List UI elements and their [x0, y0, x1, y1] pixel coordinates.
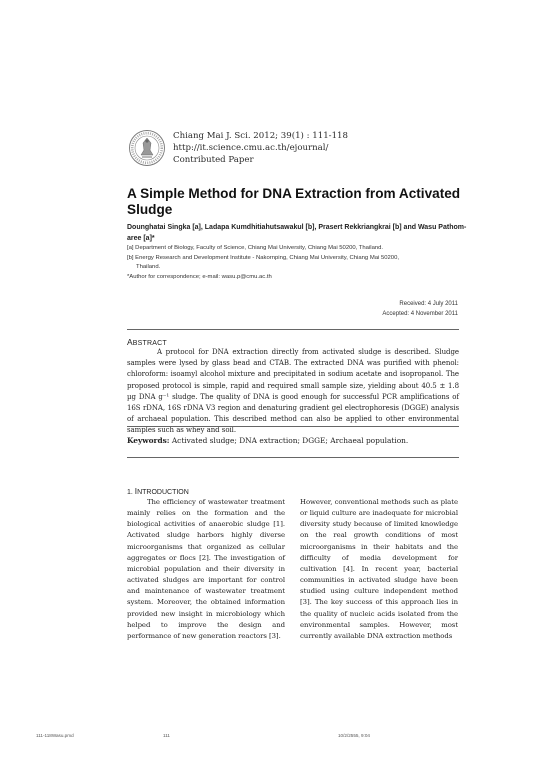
accepted-date: Accepted: 4 November 2011 [382, 311, 458, 317]
footer-timestamp: 10/2/2555, 9:04 [338, 733, 370, 738]
keywords-label: Keywords: [127, 436, 170, 445]
abstract-divider [127, 426, 459, 427]
footer-page-number: 111 [163, 733, 170, 738]
affiliation-a: [a] Department of Biology, Faculty of Science, Chiang Mai University, Chiang Mai 50200, Thailand. [127, 245, 384, 251]
keywords-text: Activated sludge; DNA extraction; DGGE; Archaeal population. [169, 436, 409, 445]
journal-header [173, 130, 348, 167]
paper-type: Contributed Paper [173, 155, 254, 166]
affiliation-b: [b] Energy Research and Development Institute - Nakornping, Chiang Mai University, Chiang Mai 50200, [127, 254, 399, 261]
footer-filename: 111-118Wasu.pmd [36, 733, 74, 738]
intro-column-left: The efficiency of wastewater treatment mainly relies on the formation and the biological activities of anaerobic sludge [1]. Activated sludge harbors highly diverse microorganisms that organized as cellular aggregates or flocs [2]. The investigation of microbial population and their diversity in activated sludges are important for control and maintenance of wastewater treatment system. Moreover, the obtained information provided new insight in microbiology which helped to improve the design and performance of new generation reactors [3]. [127, 498, 285, 640]
journal-citation: Chiang Mai J. Sci. 2012; 39(1) : 111-118 [173, 131, 348, 141]
author-list: Dounghatai Singka [a], Ladapa Kumdhitiahutsawakul [b], Prasert Rekkriangkrai [b] and Wasu Pathom-aree [a]* [127, 224, 467, 242]
received-date: Received: 4 July 2011 [399, 301, 458, 307]
keywords-divider [127, 457, 459, 458]
affiliations [127, 244, 472, 282]
intro-column-right: However, conventional methods such as plate or liquid culture are inadequate for microbial diversity study because of limited knowledge on the real growth conditions of most microorganisms in their habitats and the difficulty of media development for cultivation [4]. In recent year, bacterial communities in activated sludge have been studied using culture independent method [3]. The key success of this approach lies in the quality of nucleic acids isolated from the environmental samples. However, most currently available DNA extraction methods [300, 498, 458, 640]
affiliation-b-country: Thailand. [136, 264, 161, 271]
correspondence-note: *Author for correspondence; e-mail: wasu.p@cmu.ac.th [127, 273, 272, 280]
abstract-heading: ABSTRACT [127, 337, 167, 347]
paper-title: A Simple Method for DNA Extraction from Activated Sludge [127, 186, 461, 217]
keywords-line [127, 436, 459, 445]
article-dates [300, 299, 458, 319]
introduction-heading: 1. INTRODUCTION [127, 487, 189, 496]
university-seal-logo [128, 128, 166, 168]
abstract-body: A protocol for DNA extraction directly from activated sludge is described. Sludge samples were lysed by glass bead and CTAB. The extracted DNA was purified with phenol: chloroform: isoamyl alcohol mixture and precipitated in sodium acetate and isopropanol. The proposed protocol is simple, rapid and required small sample size, yielding about 40.5 ± 1.8 µg DNA g⁻¹ sludge. The quality of DNA is good enough for successful PCR amplifications of 16S rDNA, 16S rDNA V3 region and denaturing gradient gel electrophoresis (DGGE) analysis of archaeal population. This described method can also be applied to other environmental samples such as whey and soil. [127, 348, 459, 435]
journal-url[interactable]: http://it.science.cmu.ac.th/ejournal/ [173, 143, 329, 154]
top-divider [127, 329, 459, 330]
